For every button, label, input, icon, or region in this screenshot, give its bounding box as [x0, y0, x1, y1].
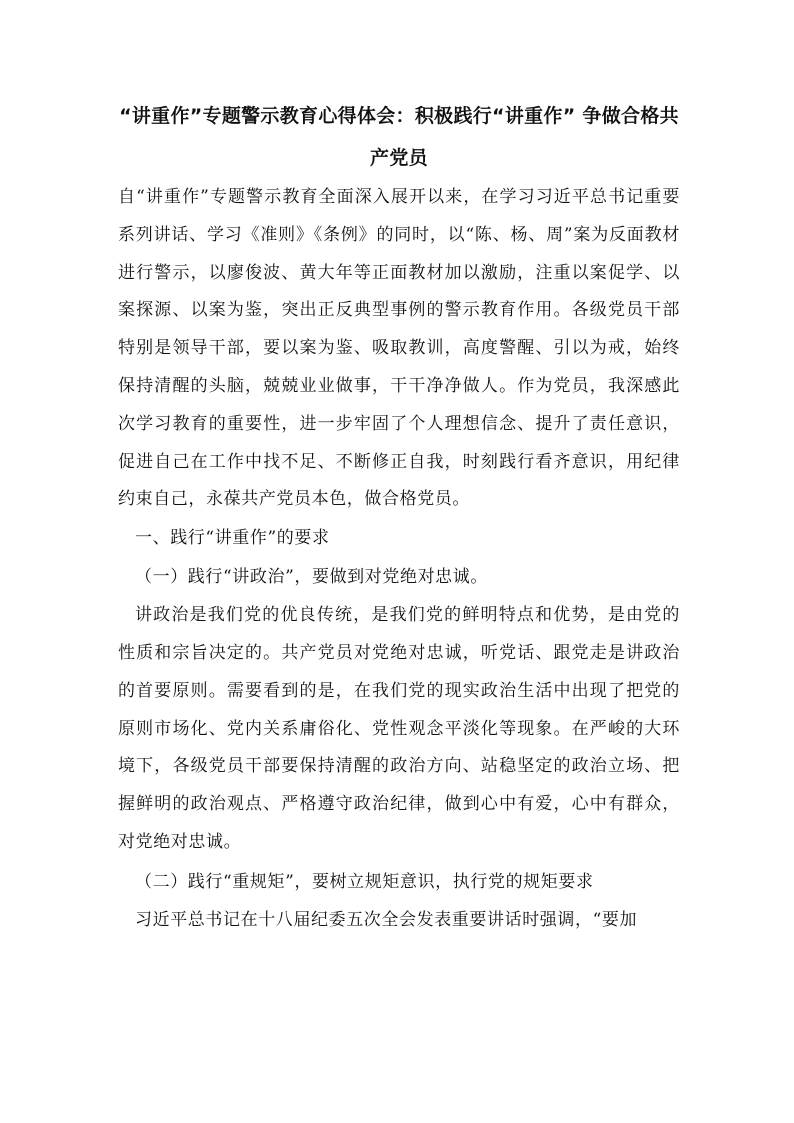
body-paragraph-2: 习近平总书记在十八届纪委五次全会发表重要讲话时强调，“要加 [135, 909, 638, 930]
document-title: “讲重作”专题警示教育心得体会：积极践行“讲重作” 争做合格共产党员 [119, 105, 679, 169]
intro-paragraph: 自“讲重作”专题警示教育全面深入展开以来，在学习习近平总书记重要系列讲话、学习《准则》《条例》的同时，以“陈、杨、周”案为反面教材进行警示，以廖俊波、黄大年等正面教材加以激励，注重以案促学、以案探源、以案为鉴，突出正反典型事例的警示教育作用。各级党员干部特别是领导干部，要以案为鉴、吸取教训，高度警醒、引以为戒，始终保持清醒的头脑，兢兢业业做事，干干净净做人。作为党员，我深感此次学习教育的重要性，进一步牢固了个人理想信念、提升了责任意识，促进自己在工作中找不足、不断修正自我，时刻践行看齐意识，用纪律约束自己，永葆共产党员本色，做合格党员。 [118, 187, 680, 510]
subsection-heading-1: （一）践行“讲政治”，要做到对党绝对忠诚。 [135, 567, 488, 588]
section-heading: 一、践行“讲重作”的要求 [135, 528, 330, 549]
subsection-heading-2: （二）践行“重规矩”，要树立规矩意识，执行党的规矩要求 [135, 871, 594, 892]
body-paragraph-1: 讲政治是我们党的优良传统，是我们党的鲜明特点和优势，是由党的性质和宗旨决定的。共产党员对党绝对忠诚，听党话、跟党走是讲政治的首要原则。需要看到的是，在我们党的现实政治生活中出现了把党的原则市场化、党内关系庸俗化、党性观念平淡化等现象。在严峻的大环境下，各级党员干部要保持清醒的政治方向、站稳坚定的政治立场、把握鲜明的政治观点、严格遵守政治纪律，做到心中有爱，心中有群众，对党绝对忠诚。 [118, 605, 680, 852]
document-page [118, 95, 680, 940]
